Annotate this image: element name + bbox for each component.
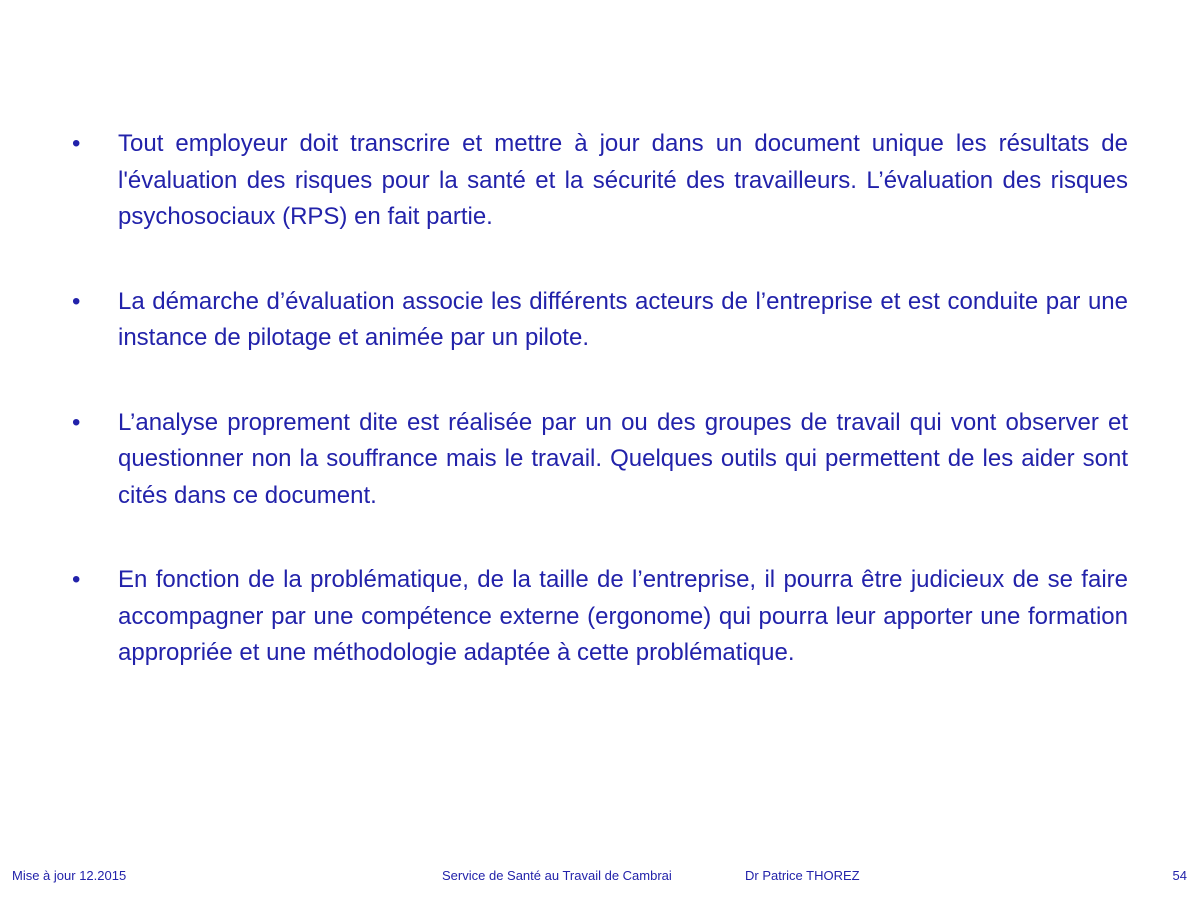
bullet-text: L’analyse proprement dite est réalisée par un ou des groupes de travail qui vont observer et questionner non la souffrance mais le travail. Quelques outils qui permettent de les aider sont cités dans ce document.	[118, 408, 1128, 509]
footer-update-date: Mise à jour 12.2015	[12, 868, 127, 883]
bullet-text: La démarche d’évaluation associe les différents acteurs de l’entreprise et est conduite par une instance de pilotage et animée par un pilote.	[118, 287, 1128, 351]
bullet-item	[68, 405, 1128, 515]
bullet-item	[68, 284, 1128, 357]
bullet-icon: •	[72, 287, 81, 315]
bullet-item	[68, 126, 1128, 236]
page-number: 54	[1172, 868, 1187, 883]
bullet-list	[68, 126, 1128, 720]
bullet-icon: •	[72, 130, 81, 157]
footer-service-name: Service de Santé au Travail de Cambrai	[442, 868, 672, 883]
bullet-icon: •	[72, 566, 81, 593]
bullet-icon: •	[72, 408, 81, 436]
bullet-text: Tout employeur doit transcrire et mettre à jour dans un document unique les résultats de l'évaluation des risques pour la santé et la sécurité des travailleurs. L’évaluation des risques psychosociaux (RPS) en fait partie.	[118, 130, 1128, 230]
bullet-item	[68, 562, 1128, 672]
footer-author: Dr Patrice THOREZ	[745, 868, 860, 883]
bullet-text: En fonction de la problématique, de la taille de l’entreprise, il pourra être judicieux de se faire accompagner par une compétence externe (ergonome) qui pourra leur apporter une formation appropriée et une méthodologie adaptée à cette problématique.	[118, 566, 1128, 666]
